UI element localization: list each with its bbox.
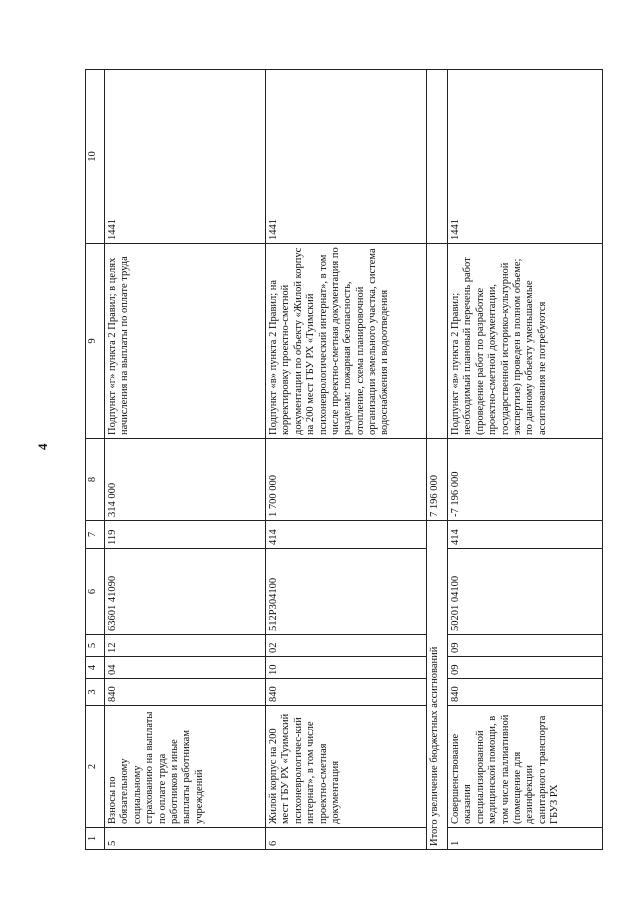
expense-type: 414 bbox=[266, 521, 427, 549]
item-name: Жилой корпус на 200 мест ГБУ РХ «Туимский психоневрологичес-кий интернат», в том числе проектно-сметная документация bbox=[266, 706, 427, 828]
table-row bbox=[105, 70, 266, 850]
code-subsection: 09 bbox=[448, 635, 603, 657]
justification: Подпункт «в» пункта 2 Правил; необходимый плановый перечень работ (проведение работ по разработке проектно-сметной документации, государственной историко-культурной экспертизе) проведен в полном объеме; по данному объекту уменьшаемые ассигнования не потребуются bbox=[448, 244, 603, 439]
header-cell: 2 bbox=[86, 706, 105, 828]
target-article: 63601 41090 bbox=[105, 549, 266, 635]
reference-code: 1441 bbox=[448, 70, 603, 244]
total-empty bbox=[427, 244, 448, 439]
total-empty bbox=[427, 70, 448, 244]
page-number: 4 bbox=[35, 443, 50, 450]
header-row bbox=[86, 70, 105, 850]
reference-code: 1441 bbox=[266, 70, 427, 244]
item-name: Взносы по обязательному социальному страхованию на выплаты по оплате труда работников и иные выплаты работникам учреждений bbox=[105, 706, 266, 828]
header-cell: 9 bbox=[86, 244, 105, 439]
target-article: 512P304100 bbox=[266, 549, 427, 635]
header-cell: 4 bbox=[86, 657, 105, 679]
justification: Подпункт «г» пункта 2 Правил; в целях начисления на выплаты по оплате труда bbox=[105, 244, 266, 439]
header-cell: 3 bbox=[86, 679, 105, 706]
header-cell: 8 bbox=[86, 439, 105, 521]
header-cell: 6 bbox=[86, 549, 105, 635]
total-row bbox=[427, 70, 448, 850]
header-cell: 7 bbox=[86, 521, 105, 549]
item-name: Совершенствование оказания специализированной медицинской помощи, в том числе паллиативной (помещение для дезинфекции санитарного транспорта ГБУЗ РХ bbox=[448, 706, 603, 828]
code-ministry: 840 bbox=[105, 679, 266, 706]
expense-type: 119 bbox=[105, 521, 266, 549]
amount: 1 700 000 bbox=[266, 439, 427, 521]
total-label: Итого увеличение бюджетных ассигнований bbox=[427, 549, 448, 850]
code-subsection: 02 bbox=[266, 635, 427, 657]
header-cell: 5 bbox=[86, 635, 105, 657]
amount: 314 000 bbox=[105, 439, 266, 521]
table-row bbox=[448, 70, 603, 850]
row-number: 5 bbox=[105, 828, 266, 850]
code-section: 04 bbox=[105, 657, 266, 679]
row-number: 1 bbox=[448, 828, 603, 850]
code-ministry: 840 bbox=[448, 679, 603, 706]
justification: Подпункт «в» пункта 2 Правил; на корректировку проектно-сметной документации по объекту «Жилой корпус на 200 мест ГБУ РХ «Туимский психоневрологический интернат», в том числе проектно-сметная документация по разделам: пожарная безопасность, отопление, схема планировочной организации земельного участка, система водоснабжения и водоотведения bbox=[266, 244, 427, 439]
header-cell: 10 bbox=[86, 70, 105, 244]
budget-table bbox=[85, 69, 603, 850]
amount: -7 196 000 bbox=[448, 439, 603, 521]
total-gap bbox=[427, 521, 448, 549]
code-ministry: 840 bbox=[266, 679, 427, 706]
code-section: 09 bbox=[448, 657, 603, 679]
code-subsection: 12 bbox=[105, 635, 266, 657]
target-article: 50201 04100 bbox=[448, 549, 603, 635]
rotated-table-container bbox=[85, 70, 605, 905]
code-section: 10 bbox=[266, 657, 427, 679]
header-cell: 1 bbox=[86, 828, 105, 850]
total-amount: 7 196 000 bbox=[427, 439, 448, 521]
expense-type: 414 bbox=[448, 521, 603, 549]
table-row bbox=[266, 70, 427, 850]
row-number: 6 bbox=[266, 828, 427, 850]
reference-code: 1441 bbox=[105, 70, 266, 244]
